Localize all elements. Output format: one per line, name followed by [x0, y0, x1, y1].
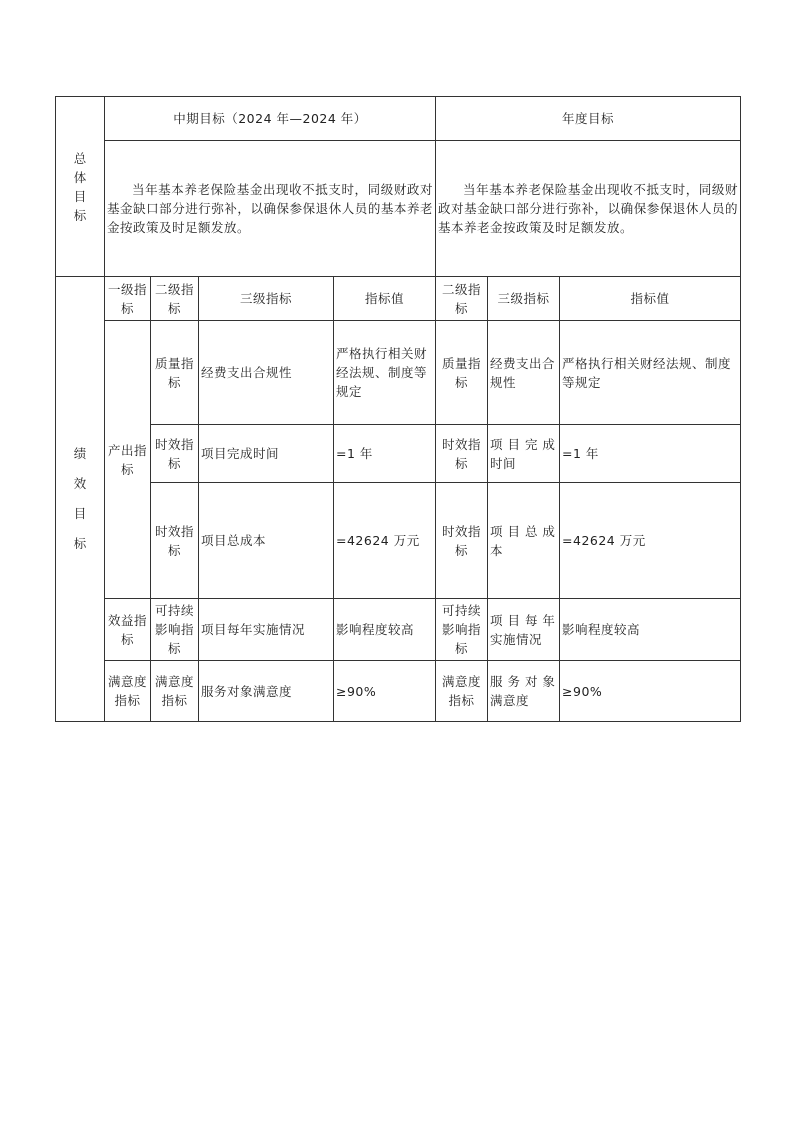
header-value-annual: 指标值: [560, 277, 741, 321]
header-value: 指标值: [334, 277, 436, 321]
overall-goal-label-text: 总体目标: [73, 150, 87, 223]
level3-cell: 项目每年实施情况: [199, 599, 334, 661]
annual-goal-header: 年度目标: [436, 97, 741, 141]
value-annual-cell: 影响程度较高: [560, 599, 741, 661]
value-annual-cell: =42624 万元: [560, 483, 741, 599]
header-level3: 三级指标: [199, 277, 334, 321]
value-annual-cell: ≥90%: [560, 661, 741, 722]
level2-annual-cell: 质量指标: [436, 321, 488, 425]
level2-annual-cell: 时效指标: [436, 425, 488, 483]
level2-cell: 时效指标: [151, 483, 199, 599]
table-row: [56, 483, 741, 599]
level1-benefit: 效益指标: [105, 599, 151, 661]
value-cell: =42624 万元: [334, 483, 436, 599]
level2-cell: 时效指标: [151, 425, 199, 483]
level2-cell: 质量指标: [151, 321, 199, 425]
header-level1: 一级指标: [105, 277, 151, 321]
value-cell: =1 年: [334, 425, 436, 483]
header-level2-annual: 二级指标: [436, 277, 488, 321]
level1-satisfaction: 满意度指标: [105, 661, 151, 722]
level2-annual-cell: 满意度指标: [436, 661, 488, 722]
value-cell: ≥90%: [334, 661, 436, 722]
table-row: [56, 321, 741, 425]
value-cell: 严格执行相关财经法规、制度等规定: [334, 321, 436, 425]
value-annual-cell: 严格执行相关财经法规、制度等规定: [560, 321, 741, 425]
value-annual-cell: =1 年: [560, 425, 741, 483]
indicator-header-row: [56, 277, 741, 321]
performance-goal-label: [56, 277, 105, 722]
overall-header-row: [56, 97, 741, 141]
level2-cell: 可持续影响指标: [151, 599, 199, 661]
mid-term-goal-text: 当年基本养老保险基金出现收不抵支时，同级财政对基金缺口部分进行弥补，以确保参保退休人员的基本养老金按政策及时足额发放。: [105, 141, 436, 277]
level3-annual-cell: 服 务 对 象满意度: [488, 661, 560, 722]
mid-term-goal-header: 中期目标（2024 年—2024 年）: [105, 97, 436, 141]
level2-cell: 满意度指标: [151, 661, 199, 722]
level2-annual-cell: 时效指标: [436, 483, 488, 599]
performance-goal-label-text: 绩效目标: [73, 446, 87, 551]
level3-cell: 项目总成本: [199, 483, 334, 599]
level3-annual-cell: 项 目 完 成时间: [488, 425, 560, 483]
overall-goal-label: [56, 97, 105, 277]
header-level3-annual: 三级指标: [488, 277, 560, 321]
performance-goals-table: [55, 96, 741, 722]
level3-cell: 项目完成时间: [199, 425, 334, 483]
level1-output: 产出指标: [105, 321, 151, 599]
annual-goal-text: 当年基本养老保险基金出现收不抵支时，同级财政对基金缺口部分进行弥补，以确保参保退休人员的基本养老金按政策及时足额发放。: [436, 141, 741, 277]
level3-annual-cell: 项 目 总 成本: [488, 483, 560, 599]
value-cell: 影响程度较高: [334, 599, 436, 661]
table-row: [56, 599, 741, 661]
level3-annual-cell: 项 目 每 年实施情况: [488, 599, 560, 661]
table-row: [56, 425, 741, 483]
overall-text-row: [56, 141, 741, 277]
table-row: [56, 661, 741, 722]
header-level2: 二级指标: [151, 277, 199, 321]
level3-cell: 服务对象满意度: [199, 661, 334, 722]
level3-cell: 经费支出合规性: [199, 321, 334, 425]
level2-annual-cell: 可持续影响指标: [436, 599, 488, 661]
level3-annual-cell: 经费支出合规性: [488, 321, 560, 425]
